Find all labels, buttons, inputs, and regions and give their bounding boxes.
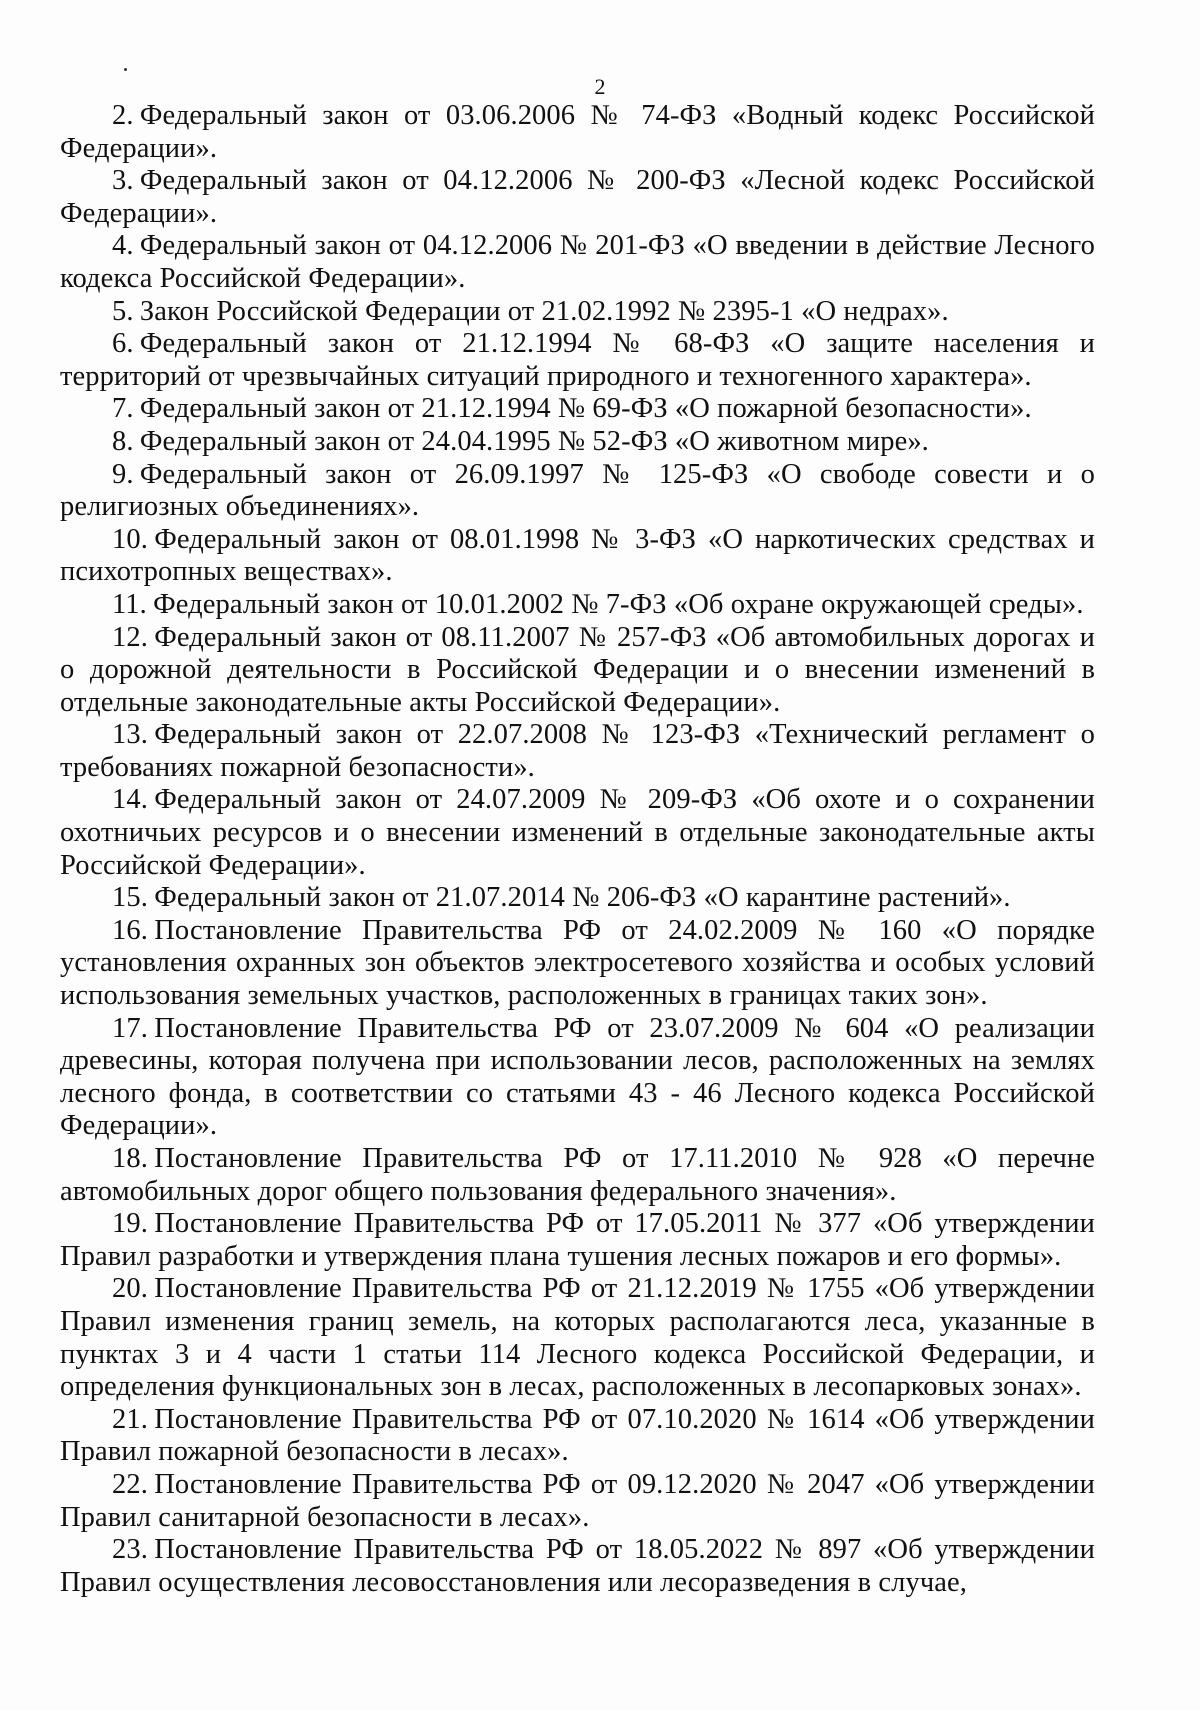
item-text: Постановление Правительства РФ от 09.12.2020 № 2047 «Об утверждении Правил санитарной безопасности в лесах». (60, 1468, 1095, 1533)
list-item (60, 426, 1095, 459)
item-text: Постановление Правительства РФ от 17.05.2011 № 377 «Об утверждении Правил разработки и утверждения плана тушения лесных пожаров и его формы». (60, 1208, 1095, 1272)
item-text: Федеральный закон от 24.04.1995 № 52-ФЗ «О животном мире». (139, 425, 929, 457)
list-item (60, 393, 1095, 426)
item-number: 4. (112, 230, 134, 262)
item-text: Федеральный закон от 24.07.2009 № 209-ФЗ «Об охоте и о сохранении охотничьих ресурсов и о внесении изменений в отдельные законодательные акты Российской Федерации». (60, 784, 1095, 881)
item-text: Федеральный закон от 08.11.2007 № 257-ФЗ «Об автомобильных дорогах и о дорожной деятельности в Российской Федерации и о внесении изменений в отдельные законодательные акты Российской Федерации». (60, 621, 1095, 718)
item-number: 9. (112, 458, 134, 490)
list-item (60, 784, 1095, 882)
item-text: Федеральный закон от 03.06.2006 № 74-ФЗ «Водный кодекс Российской Федерации». (60, 100, 1095, 164)
page-number: 2 (594, 74, 606, 99)
item-text: Постановление Правительства РФ от 24.02.2009 № 160 «О порядке установления охранных зон объектов электросетевого хозяйства и особых условий использования земельных участков, расположенных в границах таких зон». (60, 914, 1095, 1012)
legal-acts-list (60, 100, 1095, 1632)
item-number: 23. (112, 1534, 148, 1566)
list-item (60, 1599, 1095, 1632)
item-number: 20. (112, 1273, 148, 1305)
item-text: Федеральный закон от 26.09.1997 № 125-ФЗ «О свободе совести и о религиозных объединениях». (60, 458, 1095, 523)
item-text: Постановление Правительства РФ от 07.10.2020 № 1614 «Об утверждении Правил пожарной безопасности в лесах». (60, 1403, 1095, 1468)
item-text: Федеральный закон от 10.01.2002 № 7-ФЗ «Об охране окружающей среды». (153, 588, 1084, 620)
item-text: Постановление Правительства РФ от 21.12.2019 № 1755 «Об утверждении Правил изменения границ земель, на которых располагаются леса, указанные в пунктах 3 и 4 части 1 статьи 114 Лесного кодекса Российской Федерации, и определения функциональных зон в лесах, расположенных в лесопарковых зонах». (60, 1273, 1095, 1403)
list-item (60, 915, 1095, 1013)
item-number: 15. (112, 882, 148, 914)
list-item (60, 1273, 1095, 1403)
list-item (60, 524, 1095, 589)
list-item (60, 1208, 1095, 1273)
list-item (60, 589, 1095, 622)
item-number: 14. (112, 784, 148, 816)
list-item (60, 622, 1095, 720)
item-text: Федеральный закон от 04.12.2006 № 200-ФЗ «Лесной кодекс Российской Федерации». (60, 165, 1095, 229)
item-number: 5. (112, 295, 134, 327)
list-item (60, 719, 1095, 784)
list-item (60, 882, 1095, 915)
item-number: 22. (112, 1468, 148, 1500)
list-item (60, 328, 1095, 393)
item-text: Постановление Правительства РФ от 17.11.2010 № 928 «О перечне автомобильных дорог общего пользования федерального значения». (60, 1143, 1095, 1207)
item-text: Закон Российской Федерации от 21.02.1992 № 2395-1 «О недрах». (139, 295, 949, 327)
list-item (60, 1469, 1095, 1534)
item-number: 11. (112, 588, 147, 620)
item-number: 2. (112, 100, 134, 131)
item-number: 10. (112, 523, 148, 555)
list-item (60, 230, 1095, 295)
item-text: Федеральный закон от 08.01.1998 № 3-ФЗ «О наркотических средствах и психотропных веществах». (60, 523, 1095, 588)
item-text: Постановление Правительства РФ от 18.05.2022 № 897 «Об утверждении Правил осуществления лесовосстановления или лесоразведения в случае, (60, 1534, 1095, 1598)
item-text: Федеральный закон от 04.12.2006 № 201-ФЗ «О введении в действие Лесного кодекса Российской Федерации». (60, 230, 1095, 294)
item-number: 18. (112, 1143, 148, 1174)
item-number: 17. (112, 1012, 148, 1044)
list-item (60, 296, 1095, 329)
scan-speck (124, 68, 127, 71)
item-number: 8. (112, 425, 134, 457)
item-number: 12. (112, 621, 148, 653)
list-item (60, 1404, 1095, 1469)
item-number: 6. (112, 328, 134, 360)
item-text: Федеральный закон от 21.07.2014 № 206-ФЗ «О карантине растений». (154, 882, 1011, 914)
item-number: 3. (112, 165, 134, 197)
list-item (60, 1143, 1095, 1208)
item-number: 19. (112, 1208, 148, 1240)
list-item (60, 459, 1095, 524)
list-item (60, 165, 1095, 230)
list-item (60, 1534, 1095, 1599)
item-number: 13. (112, 719, 148, 751)
item-number: 7. (112, 393, 134, 425)
item-text: Федеральный закон от 21.12.1994 № 68-ФЗ «О защите населения и территорий от чрезвычайных ситуаций природного и техногенного характера». (60, 328, 1095, 392)
list-item (60, 1013, 1095, 1143)
item-text: Постановление Правительства РФ от 23.07.2009 № 604 «О реализации древесины, которая получена при использовании лесов, расположенных на землях лесного фонда, в соответствии со статьями 43 - 46 Лесного кодекса Российской Федерации». (60, 1012, 1095, 1142)
item-number: 16. (112, 914, 148, 946)
item-text: Федеральный закон от 22.07.2008 № 123-ФЗ «Технический регламент о требованиях пожарной безопасности». (60, 719, 1095, 783)
item-number: 21. (112, 1403, 148, 1435)
list-item (60, 100, 1095, 165)
item-text: Федеральный закон от 21.12.1994 № 69-ФЗ «О пожарной безопасности». (139, 393, 1032, 425)
